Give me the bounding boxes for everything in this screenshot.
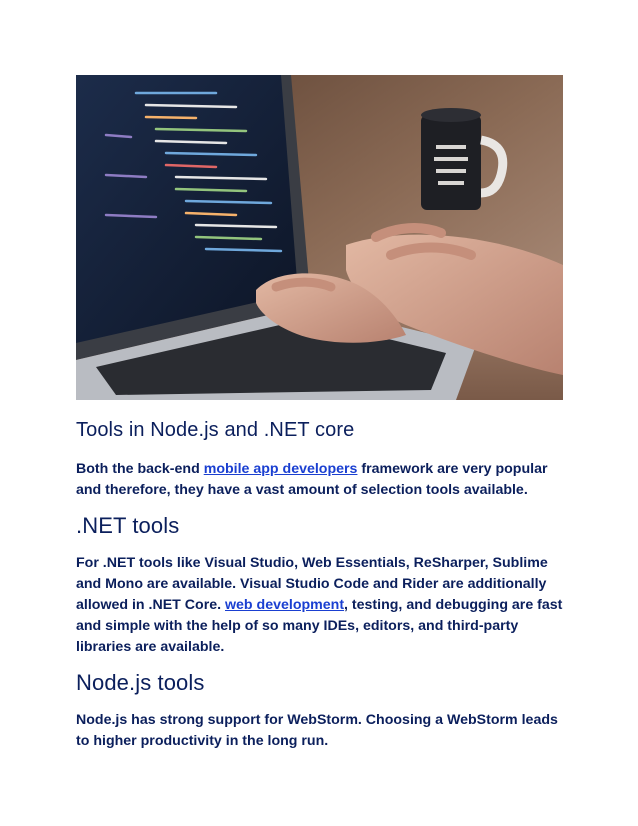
paragraph-net-tools [76,553,566,658]
paragraph-tools-text-2: framework are very popular and therefore, they have a vast amount of selection tools available. [76,461,548,498]
heading-net-tools: .NET tools [76,513,180,538]
paragraph-nodejs-tools: Node.js has strong support for WebStorm. Choosing a WebStorm leads to higher productivity in the long run. [76,712,558,749]
mobile-app-developers-link[interactable]: mobile app developers [203,461,358,477]
laptop-coding-photo [76,75,563,400]
heading-tools: Tools in Node.js and .NET core [76,419,355,441]
heading-nodejs-tools: Node.js tools [76,670,205,695]
paragraph-net-text-1: For .NET tools like Visual Studio, Web Essentials, ReSharper, Sublime and Mono are available. Visual Studio Code and Rider are additionally allowed in .NET Core. [76,555,548,613]
web-development-link[interactable]: web development [225,597,345,613]
paragraph-tools-text-1: Both the back-end [76,461,204,477]
paragraph-tools [76,459,566,501]
paragraph-net-text-2: , testing, and debugging are fast and simple with the help of so many IDEs, editors, and third-party libraries are available. [76,597,563,655]
